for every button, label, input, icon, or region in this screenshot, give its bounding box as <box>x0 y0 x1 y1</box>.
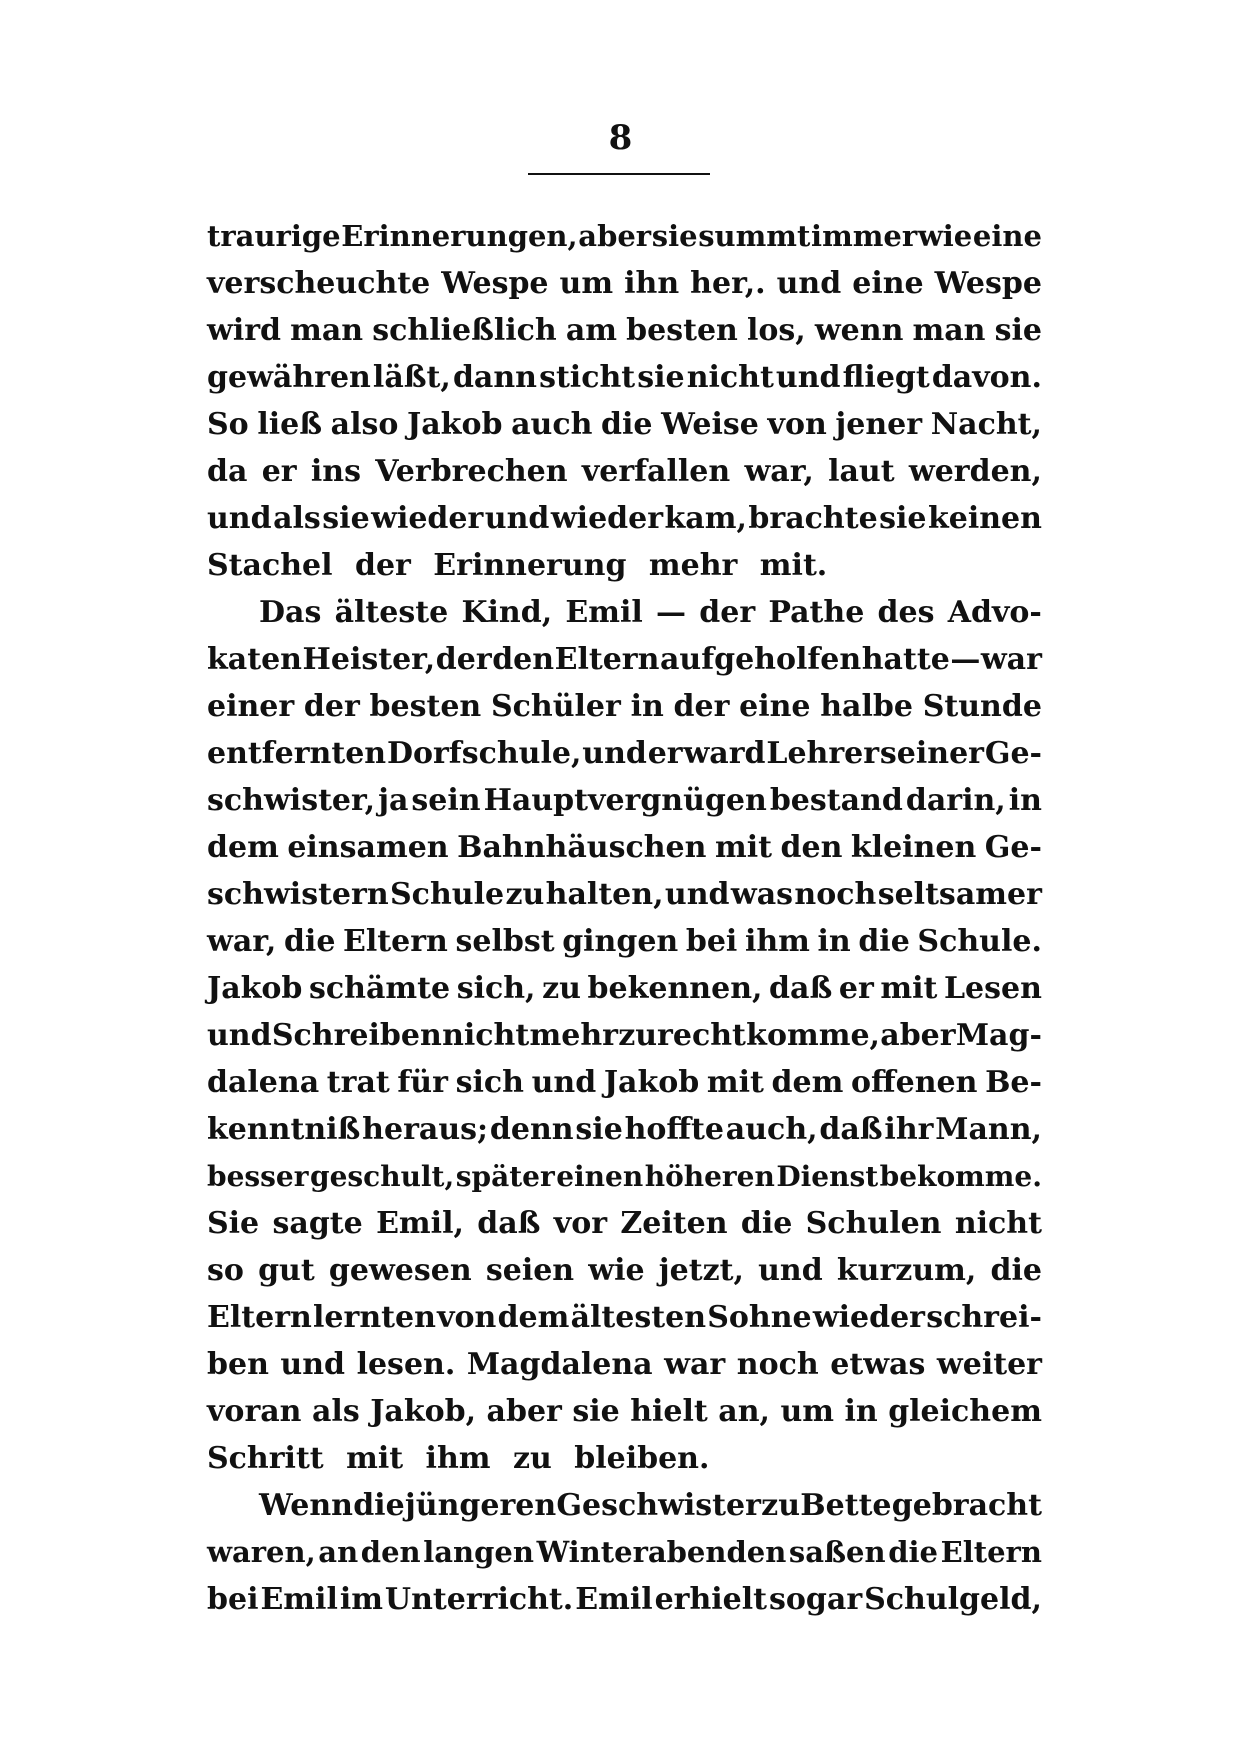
text-line <box>207 1294 1042 1341</box>
word: auch <box>511 407 593 442</box>
word: dem <box>497 1300 570 1335</box>
word: offenen <box>850 1065 978 1100</box>
text-line <box>207 213 1042 260</box>
word: die <box>888 1535 938 1569</box>
word: Stunde <box>922 689 1042 724</box>
word: aber <box>578 219 652 253</box>
text-line <box>207 871 1042 918</box>
word: Jakob <box>603 1065 700 1100</box>
word: sie <box>879 501 927 536</box>
word: Jakob, <box>370 1394 477 1429</box>
word: her,. <box>690 266 766 301</box>
word: Ge- <box>984 830 1042 865</box>
word: war <box>664 1347 726 1382</box>
word: Pathe <box>768 595 865 630</box>
word: höheren <box>644 1160 775 1193</box>
word: einsamen <box>287 830 449 865</box>
word: also <box>330 407 399 442</box>
word: nicht <box>954 1206 1042 1241</box>
word: Unterricht. <box>384 1582 574 1617</box>
text-line <box>207 918 1042 965</box>
word: der <box>435 642 492 677</box>
word: Advo- <box>947 595 1042 630</box>
text-line <box>207 636 1042 683</box>
word: und <box>484 501 550 536</box>
text-line <box>207 1388 1042 1435</box>
word: schließlich <box>372 313 557 348</box>
word: um <box>559 266 614 301</box>
word: Emil <box>575 1582 653 1617</box>
word: besten <box>626 313 738 348</box>
paragraph <box>207 1482 1042 1623</box>
word: mehr <box>529 1018 618 1053</box>
word: Schüler <box>490 689 621 724</box>
word: und <box>582 736 647 771</box>
word: zu <box>761 1488 801 1523</box>
word: zu <box>505 877 545 912</box>
word: — <box>656 595 687 630</box>
word: die <box>740 1206 793 1241</box>
word: ja <box>378 783 409 818</box>
word: seltsamer <box>877 877 1042 912</box>
word: gewähren <box>207 360 371 395</box>
text-line <box>207 1341 1042 1388</box>
word: als <box>273 501 321 536</box>
word: erhielt <box>654 1582 768 1617</box>
text-line <box>207 1529 1042 1576</box>
word: aufgeholfen <box>659 642 862 677</box>
word: entfernten <box>207 736 387 771</box>
word: Lesen <box>943 971 1042 1006</box>
word: später <box>455 1160 555 1193</box>
text-line <box>207 307 1042 354</box>
word: dem <box>207 830 279 865</box>
word: selbst <box>455 924 555 959</box>
word: dann <box>452 360 537 395</box>
word: sich, <box>456 971 536 1006</box>
word: Schule. <box>917 924 1042 959</box>
word: Das <box>259 595 322 630</box>
word: man <box>290 313 364 348</box>
word: Geschwister <box>556 1488 761 1523</box>
word: Jakob <box>407 407 503 442</box>
word: bekomme. <box>879 1160 1042 1193</box>
word: weiter <box>936 1347 1042 1382</box>
word: der <box>303 689 360 724</box>
word: wie <box>588 1253 645 1288</box>
word: er <box>838 971 874 1006</box>
word: davon. <box>931 360 1042 395</box>
word: sogar <box>769 1582 863 1617</box>
word: katen <box>207 642 302 677</box>
word: noch <box>794 877 877 912</box>
page-number: 8 <box>608 118 633 158</box>
word: und <box>280 1347 346 1382</box>
word: Mag- <box>955 1018 1042 1053</box>
text-line <box>207 1576 1042 1623</box>
word: Jakob <box>207 971 303 1006</box>
word: man <box>912 313 986 348</box>
word: keinen <box>927 501 1042 536</box>
word: sich <box>455 1065 524 1100</box>
word: älteste <box>334 595 449 630</box>
word: Wespe <box>934 266 1042 301</box>
word: die <box>353 1488 405 1523</box>
word: bei <box>685 924 738 959</box>
word: hoffte <box>624 1112 724 1147</box>
word: kurzum, <box>836 1253 977 1288</box>
word: gleichem <box>888 1394 1042 1429</box>
word: Emil <box>565 595 643 630</box>
word: und <box>207 1018 272 1053</box>
word: auch, <box>725 1112 818 1147</box>
word: am <box>565 313 618 348</box>
word: gebracht <box>891 1488 1042 1523</box>
word: komme, <box>746 1018 880 1053</box>
word: den <box>360 1535 421 1569</box>
word: mit <box>706 1065 764 1100</box>
word: daß <box>819 1112 883 1147</box>
word: dalena <box>207 1065 320 1100</box>
word: ins <box>310 454 361 489</box>
word: Eltern <box>940 1535 1042 1569</box>
word: ältesten <box>570 1300 707 1335</box>
word: sie <box>994 313 1042 348</box>
word: kleinen <box>850 830 977 865</box>
word: Schreiben <box>271 1018 442 1053</box>
text-line <box>207 1200 1042 1247</box>
word: gut <box>258 1253 315 1288</box>
word: summt <box>698 219 811 253</box>
word: aber <box>880 1018 956 1053</box>
word: darin, <box>905 783 1006 818</box>
word: und <box>664 877 730 912</box>
word: sie <box>651 219 698 253</box>
word: besten <box>369 689 482 724</box>
word: war <box>980 642 1042 677</box>
word: Nacht, <box>930 407 1042 442</box>
word: den <box>780 830 843 865</box>
text-line <box>207 1059 1042 1106</box>
word: seien <box>485 1253 575 1288</box>
word: mit <box>880 971 938 1006</box>
word: was <box>730 877 794 912</box>
word: aber <box>486 1394 562 1429</box>
word: Zeiten <box>620 1206 728 1241</box>
word: so <box>207 1253 244 1288</box>
text-line <box>207 589 1042 636</box>
word: von <box>437 1300 497 1335</box>
text-line <box>207 1153 1042 1200</box>
word: eine <box>852 266 924 301</box>
word: trat <box>326 1065 390 1100</box>
word: besser <box>207 1160 309 1193</box>
word: die <box>283 924 336 959</box>
word: jener <box>835 407 923 442</box>
word: ihn <box>624 266 680 301</box>
word: eine <box>739 689 811 724</box>
word: heraus; <box>362 1112 489 1147</box>
word: Emil, <box>376 1206 464 1241</box>
word: Wenn <box>259 1488 353 1523</box>
word: wie <box>917 219 973 253</box>
word: noch <box>736 1347 819 1382</box>
word: Kind, <box>461 595 553 630</box>
word: wieder <box>371 501 484 536</box>
word: und <box>758 1253 823 1288</box>
text-line <box>207 354 1042 401</box>
text-line <box>207 495 1042 542</box>
word: So <box>207 407 249 442</box>
word: voran <box>207 1394 302 1429</box>
word: sie <box>637 360 685 395</box>
word: bei <box>207 1582 259 1617</box>
word: langen <box>423 1535 534 1569</box>
word: den <box>492 642 555 677</box>
word: ließ <box>257 407 323 442</box>
word: saßen <box>788 1535 886 1569</box>
word: jüngeren <box>404 1488 557 1523</box>
word: Emil <box>260 1582 338 1617</box>
word: nicht <box>442 1018 530 1053</box>
word: etwas <box>830 1347 926 1382</box>
word: in <box>1008 783 1042 818</box>
word: ward <box>683 736 766 771</box>
paragraph <box>207 213 1042 589</box>
word: sie <box>575 1112 623 1147</box>
word: gingen <box>562 924 679 959</box>
word: in <box>817 924 851 959</box>
word: sein <box>411 783 481 818</box>
word: Eltern <box>554 642 660 677</box>
word: denn <box>489 1112 574 1147</box>
word: Verbrechen <box>375 454 568 489</box>
text-line <box>207 1012 1042 1059</box>
text-line <box>207 1482 1042 1529</box>
word: lesen. <box>356 1347 456 1382</box>
word: läßt, <box>372 360 451 395</box>
word: die <box>601 407 653 442</box>
word: seiner <box>879 736 984 771</box>
word: und <box>776 266 842 301</box>
word: Bette <box>800 1488 892 1523</box>
word: und <box>207 501 272 536</box>
word: in <box>630 689 664 724</box>
word: verfallen <box>581 454 731 489</box>
word: an, <box>718 1394 770 1429</box>
word: wieder <box>812 1300 925 1335</box>
word: Lehrer <box>766 736 880 771</box>
word: der <box>699 595 756 630</box>
word: er <box>647 736 683 771</box>
word: sagte <box>272 1206 363 1241</box>
word: Heister, <box>302 642 436 677</box>
word: daß <box>769 971 833 1006</box>
word: ihm <box>744 924 810 959</box>
word: da <box>207 454 248 489</box>
word: an <box>318 1535 359 1569</box>
word: schwister, <box>207 783 376 818</box>
text-line <box>207 824 1042 871</box>
word: werden, <box>908 454 1042 489</box>
word: für <box>397 1065 448 1100</box>
word: Magdalena <box>466 1347 653 1382</box>
word: Schule <box>390 877 505 912</box>
word: laut <box>828 454 895 489</box>
word: los, <box>746 313 806 348</box>
word: zu <box>542 971 581 1006</box>
word: zurecht <box>618 1018 746 1053</box>
word: ben <box>207 1347 269 1382</box>
word: eine <box>972 219 1042 253</box>
word: kenntniß <box>207 1112 361 1147</box>
word: Schulen <box>805 1206 942 1241</box>
text-line <box>207 1247 1042 1294</box>
word: kam, <box>664 501 747 536</box>
word: vor <box>553 1206 608 1241</box>
word: Dienst <box>776 1160 879 1193</box>
word: der <box>673 689 730 724</box>
word: mit <box>714 830 772 865</box>
word: daß <box>477 1206 541 1241</box>
word: wird <box>207 313 282 348</box>
word: halten, <box>545 877 664 912</box>
word: Sie <box>207 1206 260 1241</box>
word: als <box>311 1394 360 1429</box>
word: Ge- <box>984 736 1042 771</box>
word: Sohne <box>707 1300 812 1335</box>
word: schrei- <box>926 1300 1042 1335</box>
body-text <box>207 213 1042 1623</box>
text-line <box>207 730 1042 777</box>
word: fliegt <box>842 360 930 395</box>
word: verscheuchte <box>207 266 431 301</box>
word: im <box>339 1582 383 1617</box>
word: geschult, <box>310 1160 455 1193</box>
word: sticht <box>539 360 636 395</box>
word: er <box>261 454 297 489</box>
word: einen <box>556 1160 644 1193</box>
word: und <box>775 360 841 395</box>
text-line <box>207 260 1042 307</box>
word: wenn <box>814 313 904 348</box>
paragraph <box>207 589 1042 1482</box>
text-line <box>207 401 1042 448</box>
word: dem <box>771 1065 844 1100</box>
word: Eltern <box>343 924 448 959</box>
text-line <box>207 448 1042 495</box>
word: einer <box>207 689 295 724</box>
text-line: Schritt mit ihm zu bleiben. <box>207 1441 710 1476</box>
word: des <box>877 595 935 630</box>
word: nicht <box>686 360 774 395</box>
word: traurige <box>207 219 341 253</box>
word: hatte <box>861 642 950 677</box>
word: und <box>531 1065 597 1100</box>
word: in <box>844 1394 878 1429</box>
word: ihr <box>884 1112 934 1147</box>
word: Weise <box>661 407 759 442</box>
word: sie <box>572 1394 620 1429</box>
word: sie <box>322 501 370 536</box>
word: Winterabenden <box>536 1535 787 1569</box>
word: Schulgeld, <box>864 1582 1042 1617</box>
word: Wespe <box>441 266 549 301</box>
word: gewesen <box>328 1253 472 1288</box>
word: waren, <box>207 1535 316 1569</box>
word: Erinnerungen, <box>341 219 578 253</box>
word: — <box>950 642 981 677</box>
word: von <box>767 407 827 442</box>
word: um <box>780 1394 834 1429</box>
word: Be- <box>985 1065 1042 1100</box>
word: Eltern <box>207 1300 312 1335</box>
word: wieder <box>550 501 664 536</box>
word: war, <box>207 924 277 959</box>
word: die <box>858 924 910 959</box>
word: brachte <box>748 501 878 536</box>
word: schwistern <box>207 877 389 912</box>
word: hielt <box>630 1394 708 1429</box>
word: schämte <box>309 971 451 1006</box>
word: bekennen, <box>587 971 763 1006</box>
word: Hauptvergnügen <box>483 783 767 818</box>
word: immer <box>811 219 918 253</box>
text-line <box>207 683 1042 730</box>
word: Mann, <box>935 1112 1042 1147</box>
text-line <box>207 1106 1042 1153</box>
header-rule <box>528 173 710 175</box>
text-line: Stachel der Erinnerung mehr mit. <box>207 548 828 583</box>
word: Bahnhäuschen <box>457 830 707 865</box>
word: war, <box>744 454 814 489</box>
word: lernten <box>313 1300 436 1335</box>
word: die <box>990 1253 1042 1288</box>
text-line <box>207 965 1042 1012</box>
word: halbe <box>820 689 913 724</box>
word: bestand <box>769 783 903 818</box>
word: jetzt, <box>658 1253 744 1288</box>
word: Dorfschule, <box>386 736 582 771</box>
text-line <box>207 777 1042 824</box>
